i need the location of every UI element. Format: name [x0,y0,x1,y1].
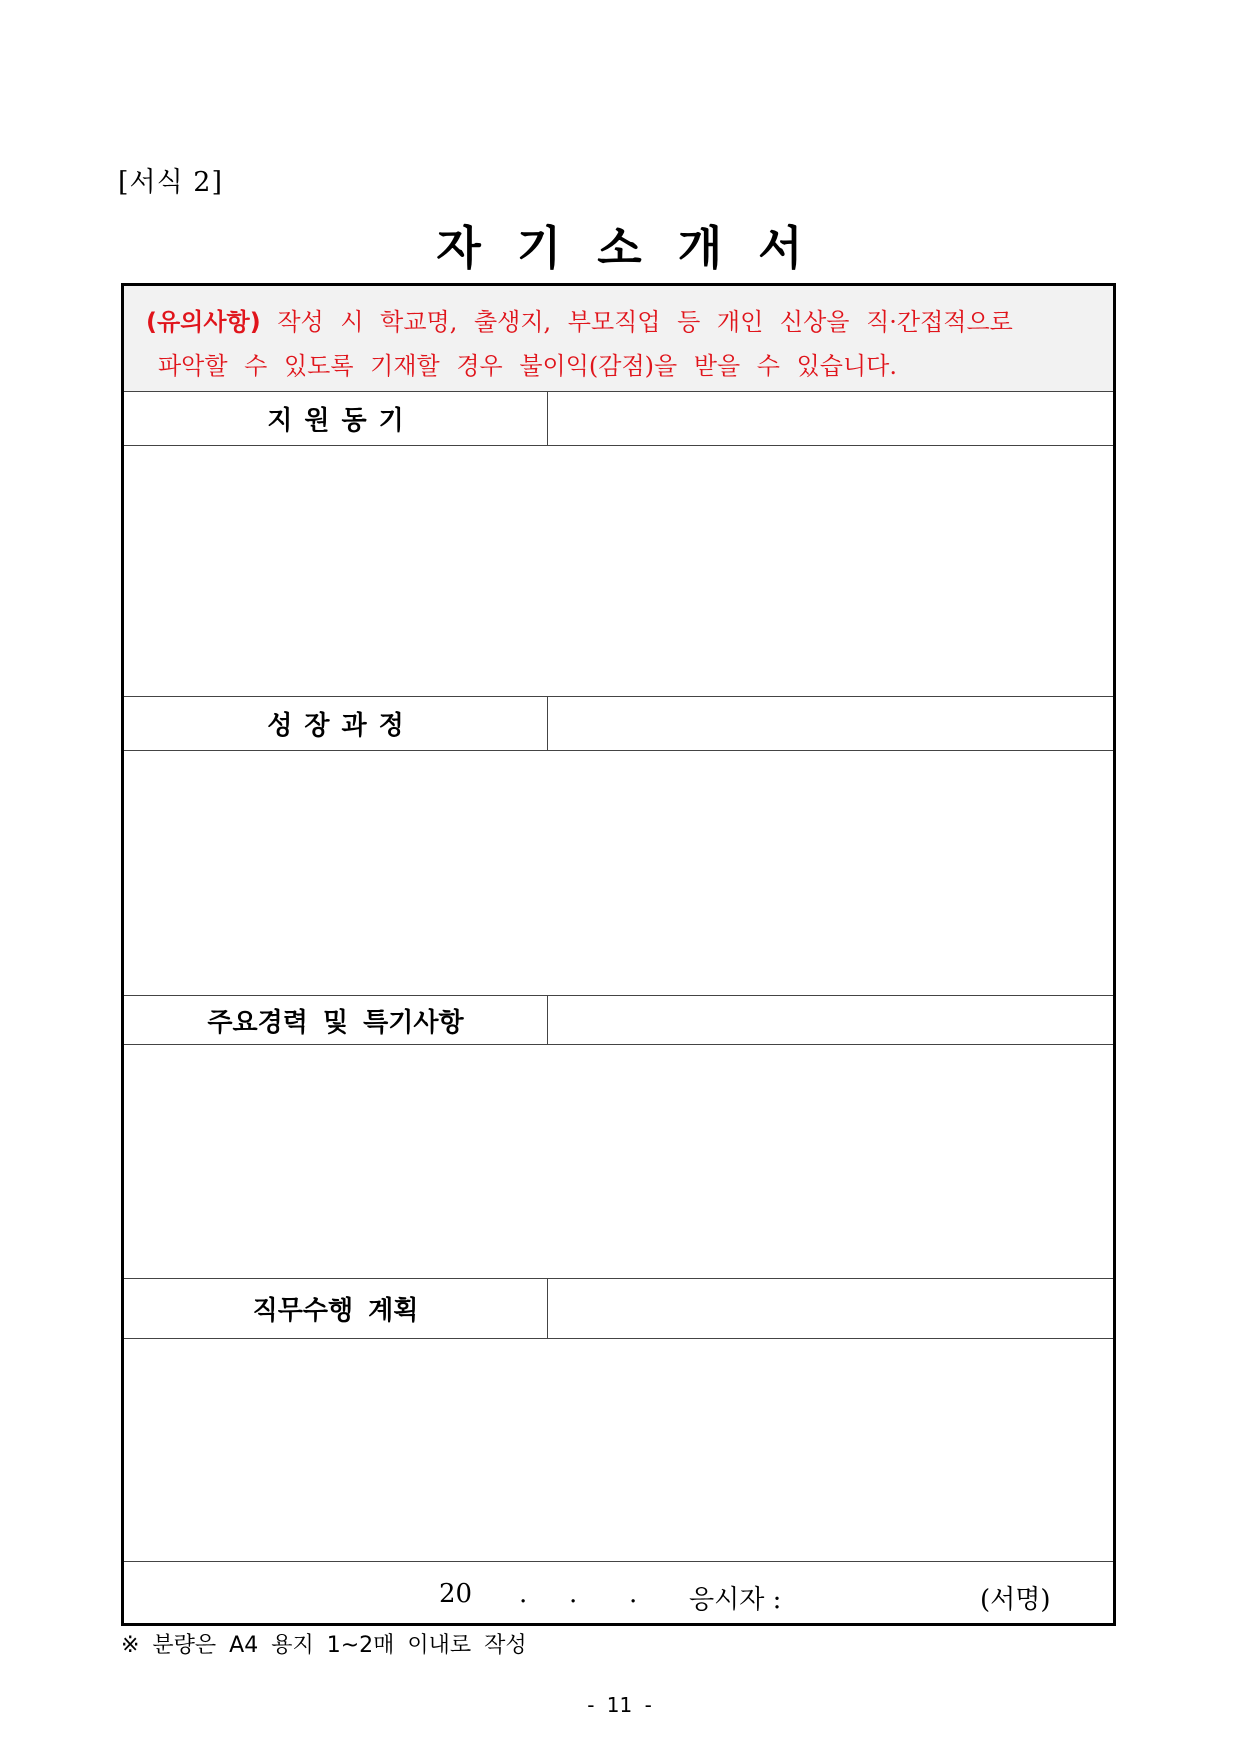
page-number: - 11 - [587,1693,652,1717]
form-number-label: [서식 2] [118,167,223,198]
signature-row [124,1562,1113,1623]
section-plan-label: 직무수행 계획 [124,1279,548,1338]
section-motivation-content[interactable] [124,446,1113,697]
self-introduction-form [121,283,1116,1626]
signature-label: (서명) [980,1585,1051,1615]
section-plan-content[interactable] [124,1339,1113,1562]
section-career-header [124,996,1113,1045]
section-growth-content[interactable] [124,751,1113,996]
notice-box [124,286,1113,392]
section-career-label: 주요경력 및 특기사항 [124,996,548,1044]
date-year: 20 [439,1579,473,1609]
section-motivation-label: 지원동기 [124,392,548,445]
length-footnote: ※ 분량은 A4 용지 1~2매 이내로 작성 [121,1633,527,1658]
notice-line-2: 파악할 수 있도록 기재할 경우 불이익(감점)을 받을 수 있습니다. [158,352,897,380]
notice-line-1: 작성 시 학교명, 출생지, 부모직업 등 개인 신상을 직·간접적으로 [277,308,1013,336]
section-growth-label: 성장과정 [124,697,548,750]
section-growth-header [124,697,1113,751]
section-motivation-title-field[interactable] [548,392,1113,445]
section-motivation-header [124,392,1113,446]
section-plan-title-field[interactable] [548,1279,1113,1338]
section-growth-title-field[interactable] [548,697,1113,750]
notice-label: (유의사항) [146,308,261,336]
section-plan-header [124,1279,1113,1339]
date-dot-year: . [519,1579,528,1609]
section-career-title-field[interactable] [548,996,1113,1044]
section-career-content[interactable] [124,1045,1113,1279]
date-dot-month: . [569,1579,578,1609]
document-title: 자기소개서 [436,221,839,275]
applicant-label: 응시자 : [689,1585,782,1615]
date-dot-day: . [629,1579,638,1609]
